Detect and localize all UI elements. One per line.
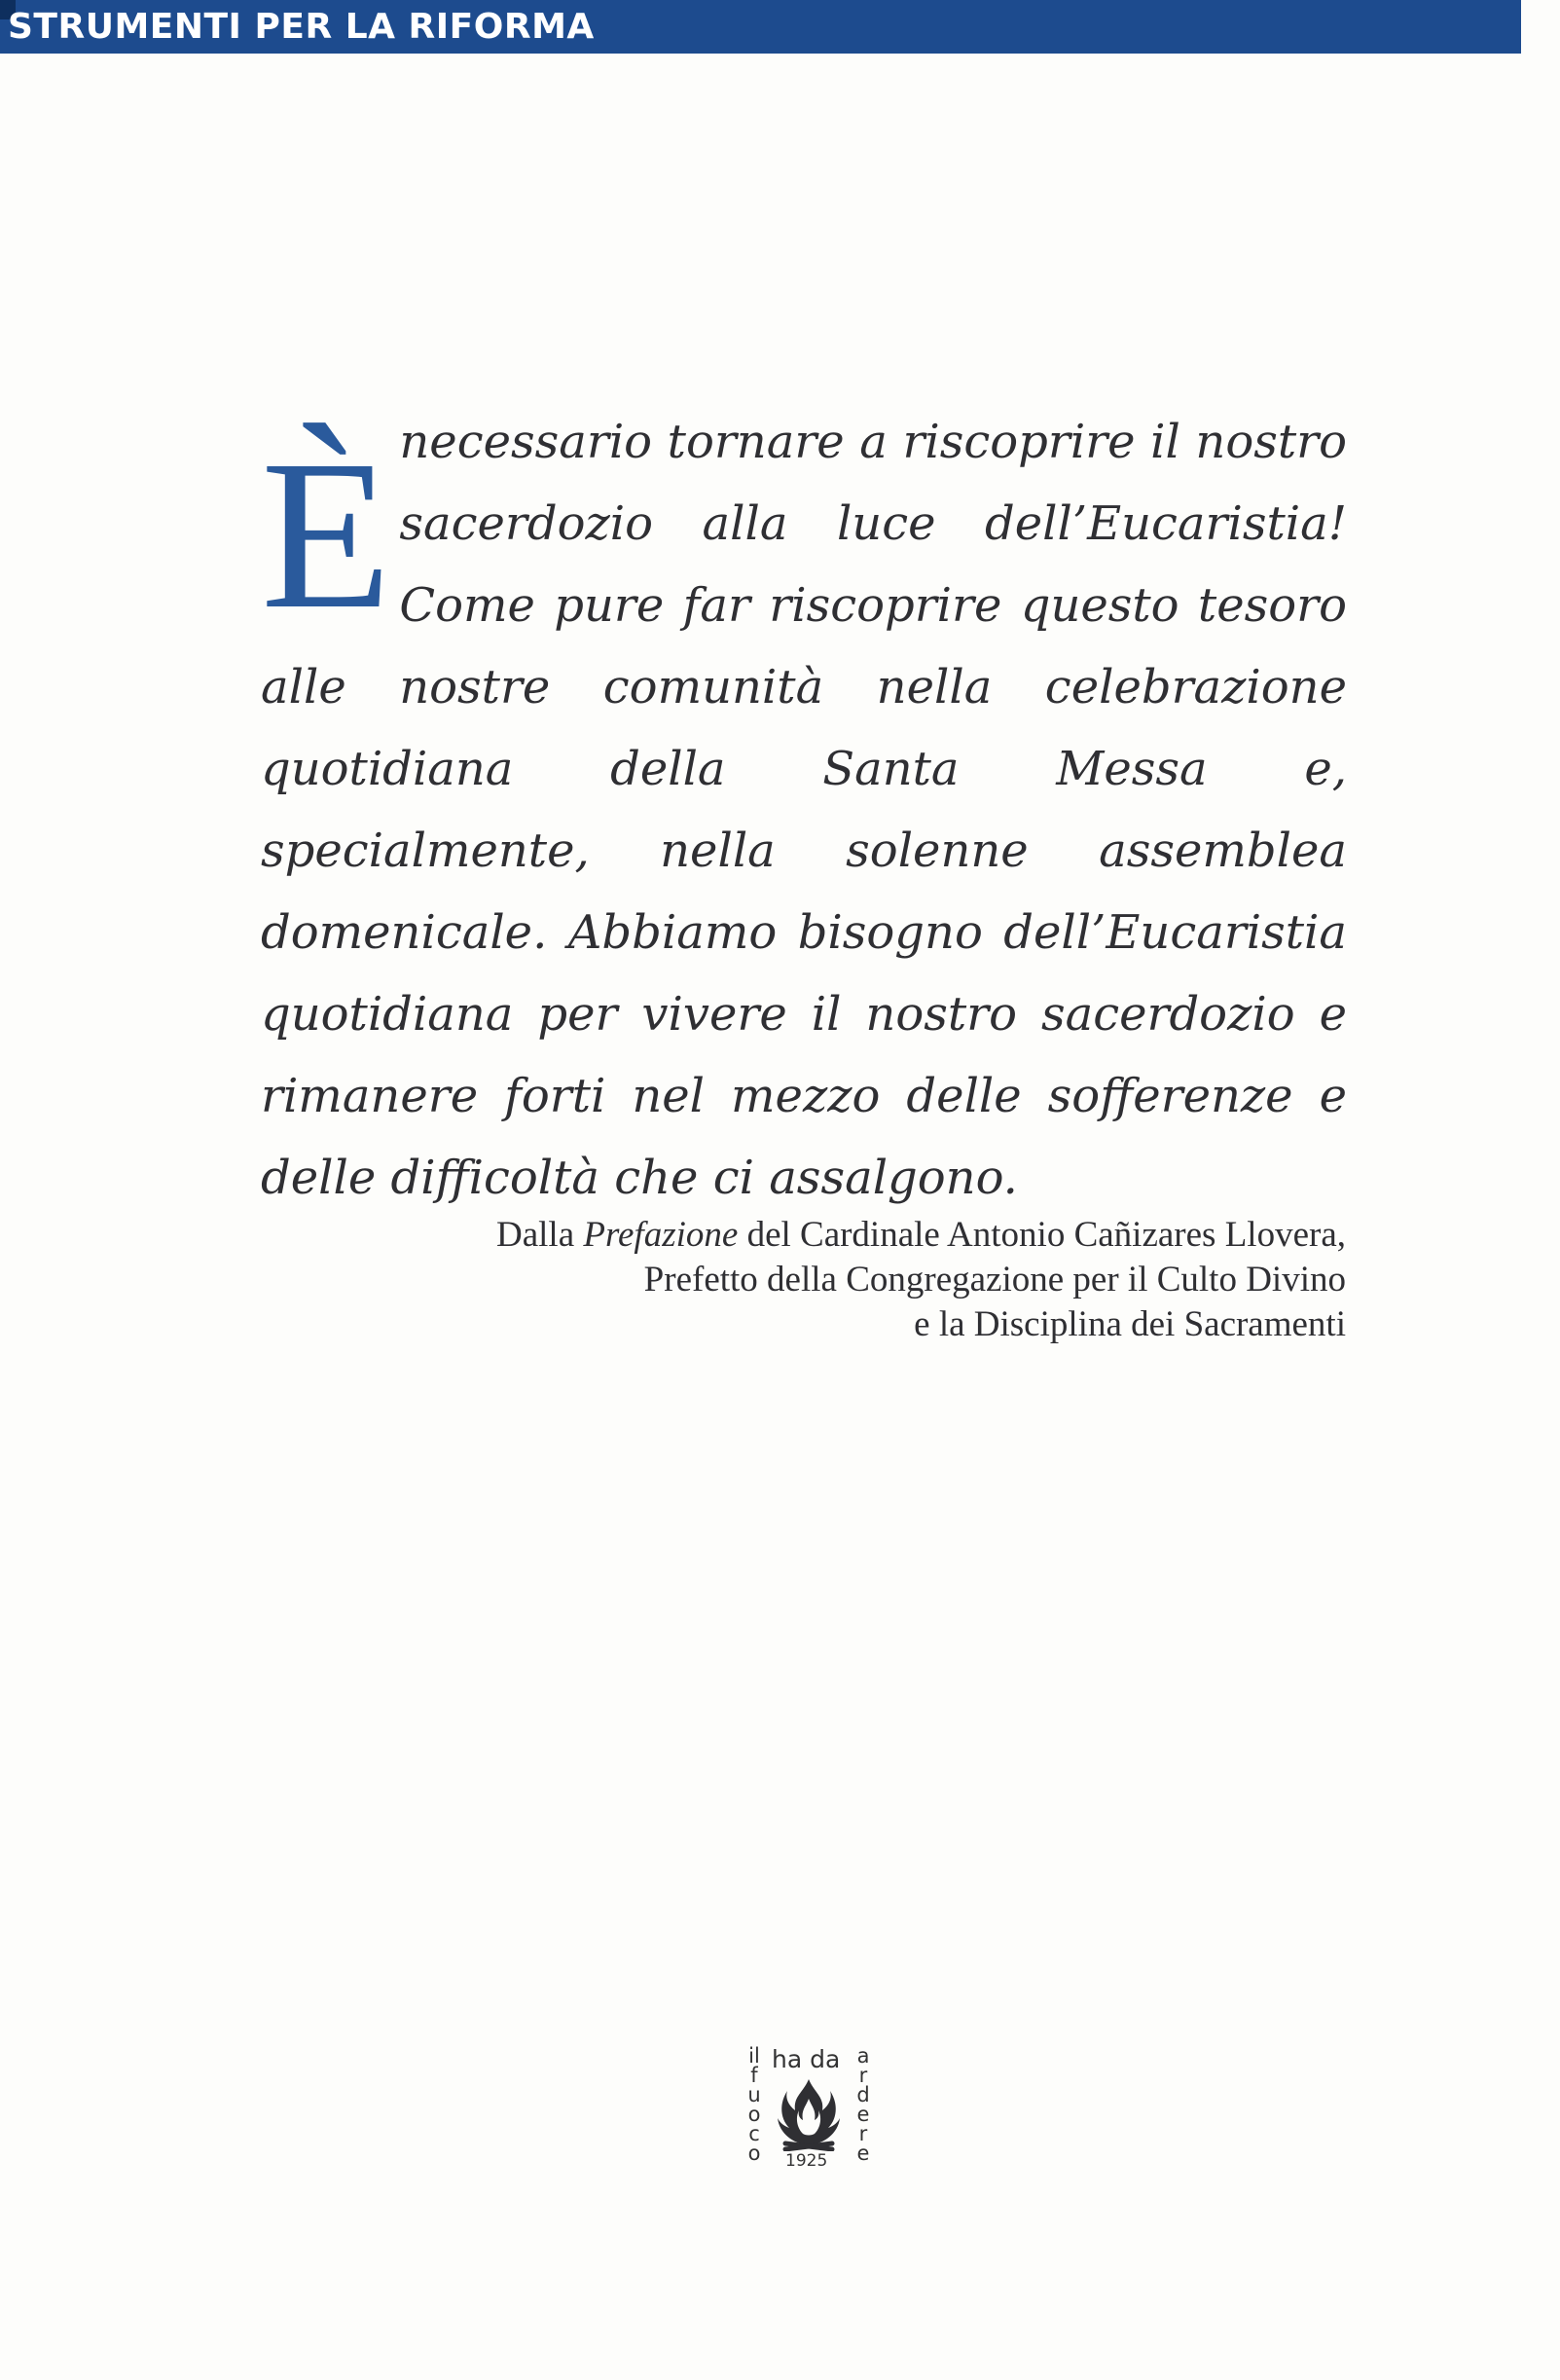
quote-text: necessario tornare a riscoprire il nostro sacerdozio alla luce dell’Eucaristia! Come pure far riscoprire questo tesoro alle nostre comunità nella celebrazione quotidiana della Santa Messa e, specialmente, nella solenne assemblea domenicale. Abbiamo bisogno dell’Eucaristia quotidiana per vivere il nostro sacerdozio e rimanere forti nel mezzo delle sofferenze e delle difficoltà che ci assalgono.	[261, 415, 1347, 1205]
series-banner	[0, 0, 1521, 54]
series-title: STRUMENTI PER LA RIFORMA	[8, 7, 595, 47]
attribution-prefix: Dalla	[496, 1215, 584, 1255]
logo-text-right: ardere	[856, 2044, 870, 2165]
attribution-author: del Cardinale Antonio Cañizares Llovera,	[738, 1215, 1346, 1255]
publisher-logo	[744, 2046, 876, 2175]
attribution	[496, 1213, 1346, 1347]
logo-text-left: il fuoco	[747, 2044, 761, 2165]
logo-year: 1925	[785, 2151, 828, 2171]
publisher-logo-area	[744, 1073, 876, 2377]
attribution-work-title: Prefazione	[583, 1215, 739, 1255]
attribution-line-2: Prefetto della Congregazione per il Culto Divino	[643, 1260, 1346, 1300]
flame-icon	[774, 2075, 844, 2151]
attribution-line-3: e la Disciplina dei Sacramenti	[914, 1304, 1346, 1344]
logo-text-top: ha da	[772, 2045, 841, 2073]
attribution-line-1	[496, 1213, 1346, 1258]
drop-cap: È	[261, 416, 392, 653]
